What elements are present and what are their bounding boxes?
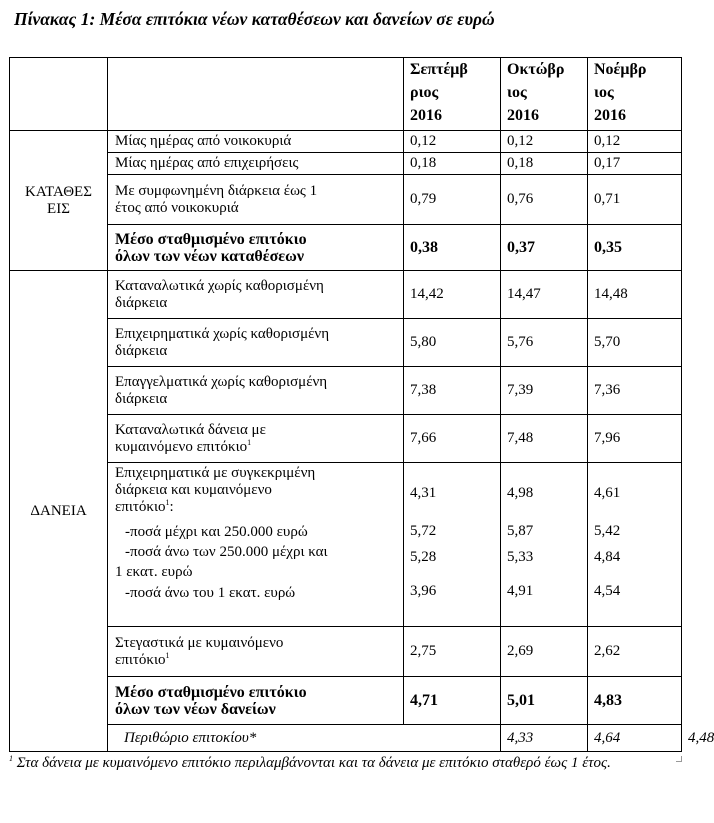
- value-cell: 0,37: [501, 225, 588, 271]
- header-row: [10, 58, 682, 131]
- value-cell: 2,69: [501, 627, 588, 677]
- section-loans: ΔΑΝΕΙΑ: [10, 271, 108, 752]
- value-cell: 7,36: [588, 367, 682, 415]
- loans-average-row: [10, 677, 682, 725]
- row-label: Μέσο σταθμισμένο επιτόκιο όλων των νέων καταθέσεων: [108, 225, 404, 271]
- table-title: Πίνακας 1: Μέσα επιτόκια νέων καταθέσεων και δανείων σε ευρώ: [14, 9, 495, 29]
- value-cell: 14,42: [404, 271, 501, 319]
- value-cell: 5,76: [501, 319, 588, 367]
- value-cell: 7,38: [404, 367, 501, 415]
- row-label: Καταναλωτικά δάνεια με κυμαινόμενο επιτόκιο$^1$: [108, 415, 404, 463]
- value-cell: 0,17: [588, 153, 682, 175]
- table-row: [10, 131, 682, 153]
- row-label: Μίας ημέρας από νοικοκυριά: [108, 131, 404, 153]
- value-cell: 7,66: [404, 415, 501, 463]
- footnote-marker: 1: [165, 650, 170, 660]
- table-corner-mark: [676, 756, 682, 762]
- value-cell: 14,48: [588, 271, 682, 319]
- table-row: [10, 153, 682, 175]
- value-cell: 7,39: [501, 367, 588, 415]
- deposits-average-row: [10, 225, 682, 271]
- value-cell: 4,64: [588, 725, 682, 752]
- value-cell: 2,75: [404, 627, 501, 677]
- table-row: [10, 175, 682, 225]
- table-row: [10, 627, 682, 677]
- row-label: Στεγαστικά με κυμαινόμενο επιτόκιο$^1$: [108, 627, 404, 677]
- value-cell: 4,31 5,72 5,28 3,96: [404, 463, 501, 627]
- column-header-oct: Οκτώβρ ιος 2016: [501, 58, 588, 131]
- margin-row: Περιθώριο επιτοκίου* 4,33 4,64 4,48: [10, 725, 682, 752]
- footnote-marker: 1: [247, 437, 252, 447]
- value-cell: 0,38: [404, 225, 501, 271]
- value-cell: 0,76: [501, 175, 588, 225]
- value-cell: 0,18: [501, 153, 588, 175]
- row-label: Καταναλωτικά χωρίς καθορισμένη διάρκεια: [108, 271, 404, 319]
- interest-rates-table: [9, 57, 714, 752]
- value-cell: 0,35: [588, 225, 682, 271]
- column-header-sep: Σεπτέμβ ριος 2016: [404, 58, 501, 131]
- value-cell: 4,83: [588, 677, 682, 725]
- value-cell: 5,70: [588, 319, 682, 367]
- business-loans-row: [10, 463, 682, 627]
- header-label-cell: [108, 58, 404, 131]
- column-header-nov: Νοέμβρ ιος 2016: [588, 58, 682, 131]
- margin-label: Περιθώριο επιτοκίου*: [108, 725, 501, 752]
- value-cell: 2,62: [588, 627, 682, 677]
- row-label: Μέσο σταθμισμένο επιτόκιο όλων των νέων δανείων: [108, 677, 404, 725]
- table-row: [10, 319, 682, 367]
- header-empty-cell: [10, 58, 108, 131]
- footnote-marker: 1: [9, 754, 13, 763]
- value-cell: 5,01: [501, 677, 588, 725]
- section-deposits: ΚΑΤΑΘΕΣ ΕΙΣ: [10, 131, 108, 271]
- footnote: [9, 752, 669, 774]
- table-row: [10, 415, 682, 463]
- value-cell: 14,47: [501, 271, 588, 319]
- value-cell: 7,48: [501, 415, 588, 463]
- value-cell: 4,71: [404, 677, 501, 725]
- value-cell: 0,71: [588, 175, 682, 225]
- row-label: Επιχειρηματικά με συγκεκριμένη διάρκεια και κυμαινόμενο επιτόκιο$^1$: -ποσά μέχρι και 250.000 ευρώ -ποσά άνω των 250.000 μέχρι και 1 εκατ. ευρώ -ποσά άνω του 1 εκατ. ευρώ: [108, 463, 404, 627]
- value-cell: 0,12: [501, 131, 588, 153]
- table-row: [10, 271, 682, 319]
- value-cell: 4,33: [501, 725, 588, 752]
- value-cell: 7,96: [588, 415, 682, 463]
- table-row: [10, 367, 682, 415]
- row-label: Με συμφωνημένη διάρκεια έως 1 έτος από νοικοκυριά: [108, 175, 404, 225]
- footnote-marker: 1: [165, 498, 170, 507]
- value-cell: 0,12: [588, 131, 682, 153]
- value-cell: 5,80: [404, 319, 501, 367]
- footnote-text: Στα δάνεια με κυμαινόμενο επιτόκιο περιλαμβάνονται και τα δάνεια με επιτόκιο σταθερό έως 1 έτος.: [16, 755, 611, 771]
- value-cell: 0,18: [404, 153, 501, 175]
- value-cell: 4,98 5,87 5,33 4,91: [501, 463, 588, 627]
- value-cell: 4,61 5,42 4,84 4,54: [588, 463, 682, 627]
- value-cell: 0,12: [404, 131, 501, 153]
- row-label: Μίας ημέρας από επιχειρήσεις: [108, 153, 404, 175]
- row-label: Επιχειρηματικά χωρίς καθορισμένη διάρκεια: [108, 319, 404, 367]
- value-cell: 0,79: [404, 175, 501, 225]
- row-label: Επαγγελματικά χωρίς καθορισμένη διάρκεια: [108, 367, 404, 415]
